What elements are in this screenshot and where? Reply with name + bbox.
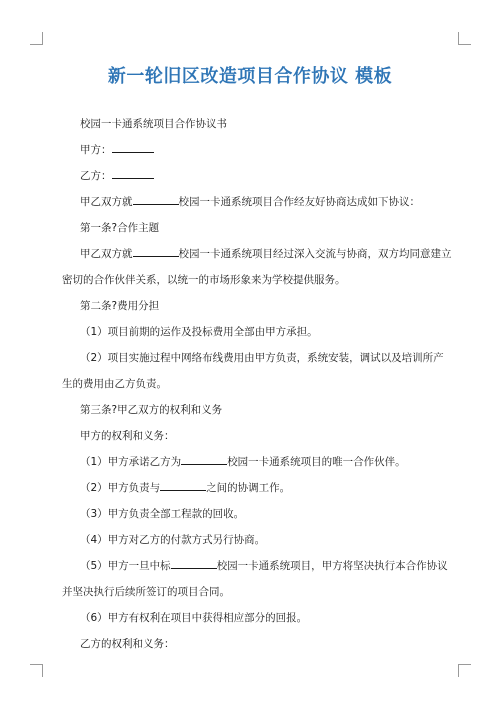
article-2-heading: 第二条?费用分担 [80,300,160,312]
intro-line: 甲乙双方就 校园一卡通系统项目合作经友好协商达成如下协议： [62,193,452,211]
crop-mark-bottom-right [458,664,471,677]
party-a-item-2-blank [160,479,206,491]
article-1-line-2: 密切的合作伙伴关系，以统一的市场形象来为学校提供服务。 [62,274,346,286]
party-a-blank [112,141,154,153]
party-a-item-1: （1）甲方承诺乙方为 校园一卡通系统项目的唯一合作伙伴。 [62,453,452,471]
article-2-item-1: （1）项目前期的运作及投标费用全部由甲方承担。 [80,326,318,338]
party-a-item-6: （6）甲方有权利在项目中获得相应部分的回报。 [80,612,308,624]
article-2-item-2-line-2: 生的费用由乙方负责。 [62,378,167,390]
document-title: 新一轮旧区改造项目合作协议 模板 [107,66,393,87]
crop-mark-top-left [30,32,43,45]
intro-blank [133,193,179,205]
article-3-heading: 第三条?甲乙双方的权利和义务 [80,404,223,416]
party-a-item-1-blank [181,453,227,465]
party-a-item-4: （4）甲方对乙方的付款方式另行协商。 [80,534,266,546]
article-1-heading: 第一条?合作主题 [80,222,160,234]
party-b-blank [112,167,154,179]
document-body [62,115,452,653]
article-1-blank [133,245,179,257]
party-a-item-3: （3）甲方负责全部工程款的回收。 [80,508,245,520]
party-b-rights-heading: 乙方的权利和义务： [80,638,175,650]
agreement-heading: 校园一卡通系统项目合作协议书 [80,118,227,130]
party-a-rights-heading: 甲方的权利和义务： [80,430,175,442]
party-a-item-2: （2）甲方负责与 之间的协调工作。 [62,479,452,497]
article-1-line-1: 甲乙双方就 校园一卡通系统项目经过深入交流与协商，双方均同意建立 [62,245,452,263]
crop-mark-top-right [458,32,471,45]
party-a-line: 甲方： [62,141,452,159]
party-b-line: 乙方： [62,167,452,185]
crop-mark-bottom-left [30,664,43,677]
party-a-item-5-line-1: （5）甲方一旦中标 校园一卡通系统项目，甲方将坚决执行本合作协议 [62,557,452,575]
article-2-item-2-line-1: （2）项目实施过程中网络布线费用由甲方负责，系统安装，调试以及培训所产 [80,352,444,364]
party-a-item-5-blank [171,557,217,569]
party-a-item-5-line-2: 并坚决执行后续所签订的项目合同。 [62,586,230,598]
